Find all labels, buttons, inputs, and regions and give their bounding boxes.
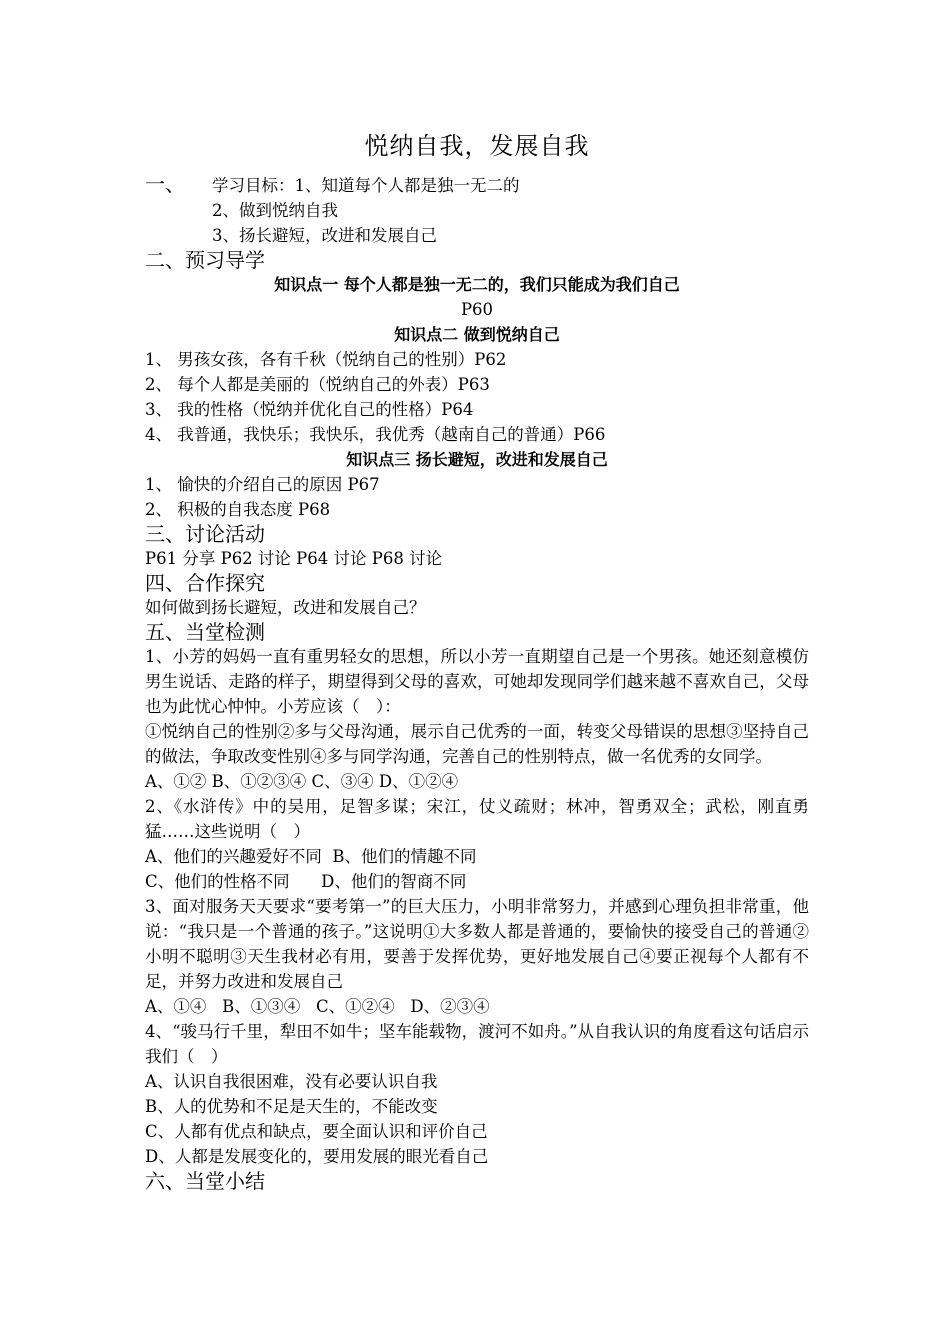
cooperative-inquiry-question: 如何做到扬长避短，改进和发展自己？ [145, 598, 426, 617]
list-item: 2、 每个人都是美丽的（悦纳自己的外表）P63 [145, 375, 490, 394]
section-4-heading: 四、合作探究 [145, 571, 265, 595]
goal-3: 3、扬长避短，改进和发展自己 [212, 226, 437, 245]
question-1-stem: 1、小芳的妈妈一直有重男轻女的思想，所以小芳一直期望自己是一个男孩。她还刻意模仿男生说话、走路的样子，期望得到父母的喜欢，可她却发现同学们越来越不喜欢自己，父母也为此忧心忡忡。小芳应该（ ）： [145, 647, 809, 716]
knowledge-point-3: 知识点三 扬长避短，改进和发展自己 [346, 450, 608, 469]
question-4-stem: 4、“骏马行千里，犁田不如牛；坚车能载物，渡河不如舟。”从自我认识的角度看这句话启示我们（ ） [145, 1022, 809, 1066]
section-1-label: 一、 [145, 172, 185, 196]
discussion-activities: P61 分享 P62 讨论 P64 讨论 P68 讨论 [145, 549, 443, 568]
question-2-options-a-b: A、他们的兴趣爱好不同 B、他们的情趣不同 [145, 847, 477, 866]
question-3-stem: 3、面对服务天天要求“要考第一”的巨大压力，小明非常努力，并感到心理负担非常重，他说：“我只是一个普通的孩子。”这说明①大多数人都是普通的，要愉快的接受自己的普通②小明不聪明③天生我材必有用，要善于发挥优势，更好地发展自己④要正视每个人都有不足，并努力改进和发展自己 [145, 897, 809, 991]
section-3-heading: 三、讨论活动 [145, 522, 265, 546]
question-1-options: A、①② B、①②③④ C、③④ D、①②④ [145, 772, 459, 791]
section-1-goals [145, 172, 809, 198]
page-title: 悦纳自我，发展自我 [364, 132, 590, 160]
list-item: 4、 我普通，我快乐；我快乐，我优秀（越南自己的普通）P66 [145, 425, 606, 444]
list-item: 1、 愉快的介绍自己的原因 P67 [145, 475, 380, 494]
goal-2: 2、做到悦纳自我 [212, 201, 338, 220]
question-4-option-a: A、认识自我很困难，没有必要认识自我 [145, 1072, 438, 1091]
section-6-heading: 六、当堂小结 [145, 1169, 265, 1193]
question-4-option-d: D、人都是发展变化的，要用发展的眼光看自己 [145, 1147, 489, 1166]
knowledge-point-1: 知识点一 每个人都是独一无二的，我们只能成为我们自己 [274, 275, 680, 294]
question-3-options: A、①④ B、①③④ C、①②④ D、②③④ [145, 997, 490, 1016]
question-4-option-b: B、人的优势和不足是天生的，不能改变 [145, 1097, 438, 1116]
knowledge-point-2: 知识点二 做到悦纳自己 [394, 325, 560, 344]
list-item: 1、 男孩女孩，各有千秋（悦纳自己的性别）P62 [145, 350, 507, 369]
question-4-option-c: C、人都有优点和缺点，要全面认识和评价自己 [145, 1122, 488, 1141]
question-1-statements: ①悦纳自己的性别②多与父母沟通，展示自己优秀的一面，转变父母错误的思想③坚持自己的做法，争取改变性别④多与同学沟通，完善自己的性别特点，做一名优秀的女同学。 [145, 722, 809, 766]
knowledge-point-1-page: P60 [460, 300, 494, 319]
list-item: 3、 我的性格（悦纳并优化自己的性格）P64 [145, 400, 474, 419]
goal-1: 学习目标：1、知道每个人都是独一无二的 [212, 176, 520, 195]
list-item: 2、 积极的自我态度 P68 [145, 500, 331, 519]
section-5-heading: 五、当堂检测 [145, 620, 265, 644]
section-2-heading: 二、预习导学 [145, 248, 265, 272]
question-2-stem: 2、《水浒传》中的吴用，足智多谋；宋江，仗义疏财；林冲，智勇双全；武松，刚直勇猛……这些说明（ ） [145, 797, 809, 841]
document-content [145, 126, 809, 1193]
question-2-options-c-d: C、他们的性格不同 D、他们的智商不同 [145, 872, 467, 891]
